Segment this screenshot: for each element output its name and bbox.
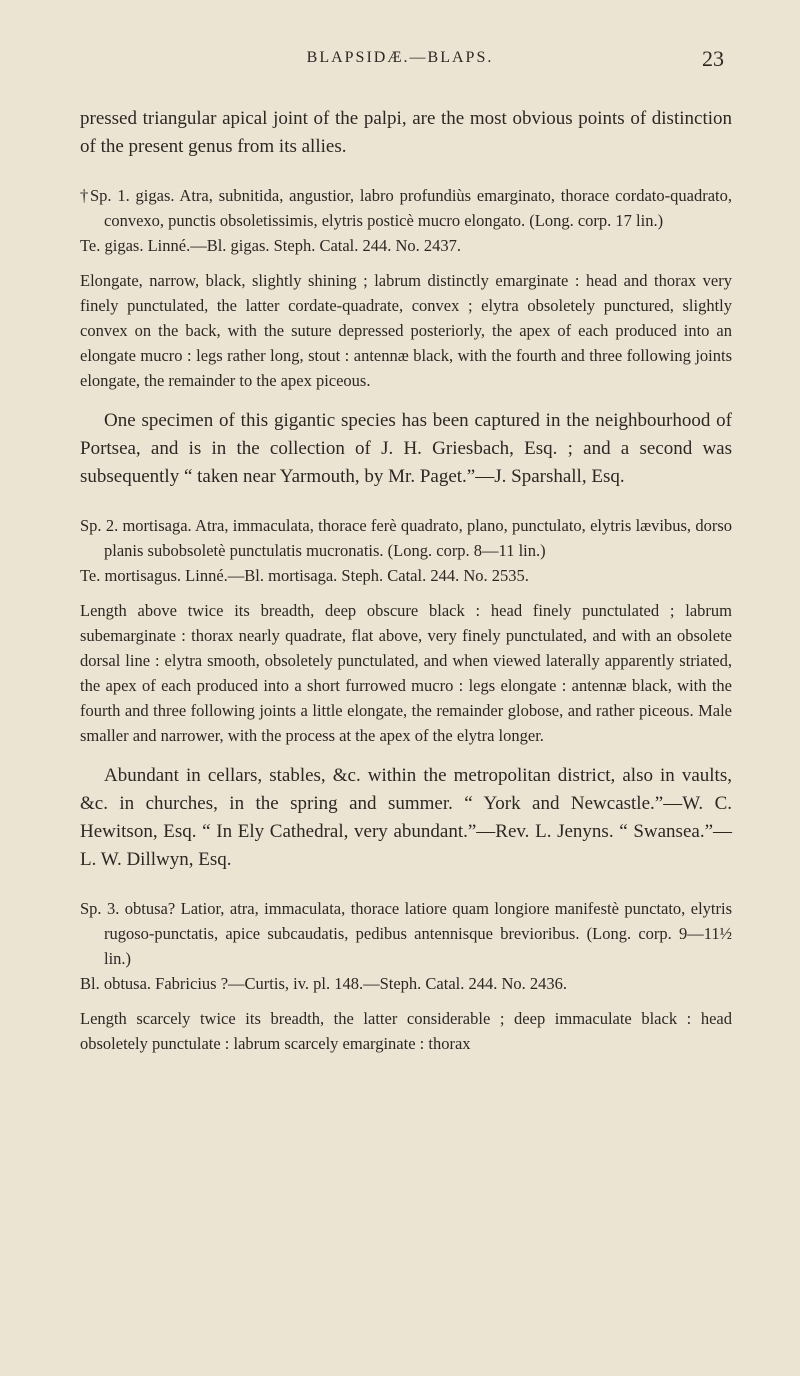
- running-head-title: BLAPSIDÆ.—BLAPS.: [306, 49, 494, 66]
- description-obtusa: Length scarcely twice its breadth, the latter considerable ; deep immaculate black : head obsoletely punctulate : labrum scarcely emarginate : thorax: [80, 1009, 732, 1053]
- page-body: [80, 105, 732, 1056]
- synonymy-mortisaga: Te. mortisagus. Linné.—Bl. mortisaga. Steph. Catal. 244. No. 2535.: [80, 566, 529, 585]
- paragraph-intro-continuation: pressed triangular apical joint of the palpi, are the most obvious points of distinction of the present genus from its allies.: [80, 108, 732, 157]
- page-number: 23: [702, 46, 724, 71]
- locality-gigas: One specimen of this gigantic species has been captured in the neighbourhood of Portsea, and is in the collection of J. H. Griesbach, Esq. ; and a second was subsequently “ taken near Yarmouth, by Mr. Paget.”—J. Sparshall, Esq.: [80, 410, 732, 487]
- description-mortisaga: Length above twice its breadth, deep obscure black : head finely punctulated ; labrum subemarginate : thorax nearly quadrate, flat above, very finely punctulated, and with an obsolete dorsal line : elytra smooth, obsoletely punctulated, and when viewed laterally apparently striated, the apex of each produced into a short furrowed mucro : legs elongate : antennæ black, with the fourth and three following joints a little elongate, the remainder globose, and rather piceous. Male smaller and narrower, with the process at the apex of the elytra longer.: [80, 601, 732, 745]
- species-diagnosis-gigas: †Sp. 1. gigas. Atra, subnitida, angustior, labro profundiùs emarginato, thorace cordato-quadrato, convexo, punctis obsoletissimis, elytris posticè mucro elongato. (Long. corp. 17 lin.): [80, 186, 732, 230]
- locality-mortisaga: Abundant in cellars, stables, &c. within the metropolitan district, also in vaults, &c. in churches, in the spring and summer. “ York and Newcastle.”—W. C. Hewitson, Esq. “ In Ely Cathedral, very abundant.”—Rev. L. Jenyns. “ Swansea.”—L. W. Dillwyn, Esq.: [80, 765, 732, 870]
- species-diagnosis-obtusa: Sp. 3. obtusa? Latior, atra, immaculata, thorace latiore quam longiore manifestè punctato, elytris rugoso-punctatis, apice subcaudatis, pedibus antennisque brevioribus. (Long. corp. 9—11½ lin.): [80, 899, 732, 968]
- synonymy-gigas: Te. gigas. Linné.—Bl. gigas. Steph. Catal. 244. No. 2437.: [80, 236, 462, 255]
- synonymy-obtusa: Bl. obtusa. Fabricius ?—Curtis, iv. pl. 148.—Steph. Catal. 244. No. 2436.: [80, 974, 568, 993]
- species-diagnosis-mortisaga: Sp. 2. mortisaga. Atra, immaculata, thorace ferè quadrato, plano, punctulato, elytris lævibus, dorso planis subobsoletè punctulatis mucronatis. (Long. corp. 8—11 lin.): [80, 516, 732, 560]
- description-gigas: Elongate, narrow, black, slightly shining ; labrum distinctly emarginate : head and thorax very finely punctulated, the latter cordate-quadrate, convex ; elytra obsoletely punctured, slightly convex on the back, with the suture depressed posteriorly, the apex of each produced into an elongate mucro : legs rather long, stout : antennæ black, with the fourth and three following joints elongate, the remainder to the apex piceous.: [80, 271, 732, 390]
- running-head: [0, 46, 800, 77]
